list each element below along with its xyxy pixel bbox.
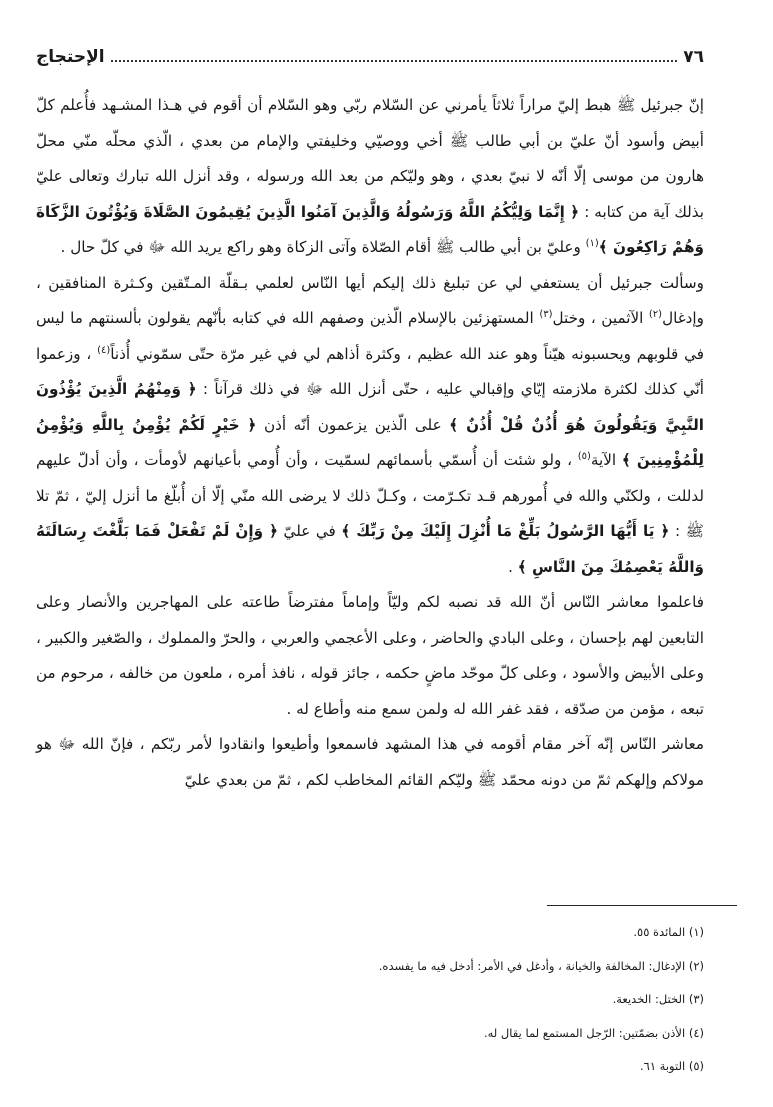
p2-text-f: الآية — [590, 451, 622, 469]
paragraph-2 — [36, 266, 704, 586]
running-title: الإحتجاج — [36, 47, 105, 67]
p1-text-a: إنّ جبرئيل ﷺ هبط إليّ مراراً ثلاثاً يأمرني عن السّلام ربّي وهو السّلام أن أقوم في هـذا المشـهد فأُعلم كلّ أبيض وأسود أنّ عليّ بن أبي طالب ﷺ أخي ووصيّي وخليفتي والإمام من بعدي ، الّذي محلّه منّي محلّ هارون من موسى إلّا أنّه لا نبيّ بعدي ، وهو وليّكم من بعد الله ورسوله ، وقد أنزل الله تبارك وتعالى عليّ بذلك آية من كتابه : — [36, 96, 704, 221]
p1-text-b: وعليّ بن أبي طالب ﷺ أقام الصّلاة وآتى الزكاة وهو راكع يريد الله ﷻ في كلّ حال . — [60, 238, 586, 256]
p2-quran-verse-3: ﴿ يَا أَيُّهَا الرَّسُولُ بَلِّغْ مَا أُنْزِلَ إِلَيْكَ مِنْ رَبِّكَ ﴾ — [341, 522, 670, 540]
footnote-5: (٥) التوبة ٦١. — [640, 1059, 704, 1073]
footnote-1: (١) المائدة ٥٥. — [633, 925, 704, 939]
paragraph-4: معاشر النّاس إنّه آخر مقام أقومه في هذا المشهد فاسمعوا وأطيعوا وانقادوا لأمر ربّكم ، فإنّ الله ﷻ هو مولاكم وإلهكم ثمّ من دونه محمّد ﷺ وليّكم القائم المخاطب لكم ، ثمّ من بعدي عليّ — [36, 735, 704, 789]
p2-quran-verse-1: ﴿ وَمِنْهُمُ الَّذِينَ يُؤْذُونَ النَّبِيَّ وَيَقُولُونَ هُوَ أُذُنٌ قُلْ أُذُنٌ ﴾ — [36, 380, 704, 434]
page-header — [36, 44, 704, 70]
p2-text-h: في عليّ — [277, 522, 342, 540]
p2-text-e: على الّذين يزعمون أنّه أذن — [256, 415, 450, 434]
paragraph-3: فاعلموا معاشر النّاس أنّ الله قد نصبه لكم وليّاً وإماماً مفترضاً طاعته على المهاجرين والأنصار وعلى التابعين لهم بإحسان ، وعلى البادي والحاضر ، وعلى الأعجمي والعربي ، والحرّ والمملوك ، والصّغير والكبير ، وعلى الأبيض والأسود ، وعلى كلّ موحّد ماضٍ حكمه ، جائز قوله ، نافذ أمره ، ملعون من خالفه ، مرحوم من تبعه ، مؤمن من صدّقه ، فقد غفر الله له ولمن سمع منه وأطاع له . — [36, 593, 704, 718]
footnotes — [64, 916, 704, 1084]
p1-footnote-ref: (١) — [585, 237, 599, 249]
p2-quran-verse-4: ﴿ وَإِنْ لَمْ تَفْعَلْ فَمَا بَلَّغْتَ رِسَالَتَهُ وَاللَّهُ يَعْصِمُكَ مِنَ النَّاسِ ﴾ — [36, 522, 704, 576]
header-dotted-leader — [111, 60, 678, 62]
main-text — [36, 88, 704, 798]
footnote-4: (٤) الأذن بضمّتين: الرّجل المستمع لما يقال له. — [483, 1025, 704, 1040]
p2-footnote-ref-5: (٥) — [577, 450, 591, 462]
p2-footnote-ref-2: (٢) — [648, 308, 663, 320]
p1-quran-verse: ﴿ إِنَّمَا وَلِيُّكُمُ اللَّهُ وَرَسُولُهُ وَالَّذِينَ آمَنُوا الَّذِينَ يُقِيمُونَ الصَّلَاةَ وَيُؤْتُونَ الزَّكَاةَ وَهُمْ رَاكِعُونَ ﴾ — [36, 202, 704, 256]
p2-footnote-ref-3: (٣) — [539, 308, 553, 320]
book-page — [36, 44, 704, 798]
p2-quran-verse-2: ﴿ خَيْرٍ لَكُمْ يُؤْمِنُ بِاللَّهِ وَيُؤْمِنُ لِلْمُؤْمِنِينَ ﴾ — [36, 415, 704, 469]
p2-text-d: ، وزعموا أنّي كذلك لكثرة ملازمته إيّاي وإقبالي عليه ، حتّى أنزل الله ﷻ في ذلك قرآناً : — [36, 344, 704, 398]
paragraph-1 — [36, 88, 704, 266]
p2-text-g: ، ولو شئت أن أُسمّي بأسمائهم لسمّيت ، وأن أُومي بأعيانهم لأومأت ، وأن أدلّ عليهم لدللت ، ولكنّي والله في أُمورهم قـد تكـرّمت ، وكـلّ ذلك لا يرضى الله منّي إلّا أن أُبلّغ ما أنزل إليّ ، ثمّ تلا ﷺ : — [36, 451, 705, 540]
p2-footnote-ref-4: (٤) — [97, 344, 111, 356]
p2-text-a: وسألت جبرئيل أن يستعفي لي عن تبليغ ذلك إليكم أيها النّاس لعلمي بـقلّة المـتّقين وكـثرة المنافقين ، وإدغال — [36, 273, 704, 327]
footnote-separator — [547, 905, 737, 906]
p2-text-b: الآثمين ، وختل — [552, 309, 649, 327]
p2-text-i: . — [508, 557, 518, 576]
footnote-3: (٣) الختل: الخديعة. — [612, 992, 704, 1006]
page-number: ٧٦ — [683, 47, 704, 67]
p2-text-c: المستهزئين بالإسلام الّذين وصفهم الله في كتابه بأنّهم يقولون بألسنتهم ما ليس في قلوبهم ويحسبونه هيّناً وهو عند الله عظيم ، وكثرة أذاهم لي في غير مرّة حتّى سمّوني أُذناً — [36, 309, 705, 363]
footnote-2: (٢) الإدغال: المخالفة والخيانة ، وأدغل في الأمر: أدخل فيه ما يفسده. — [378, 958, 704, 973]
